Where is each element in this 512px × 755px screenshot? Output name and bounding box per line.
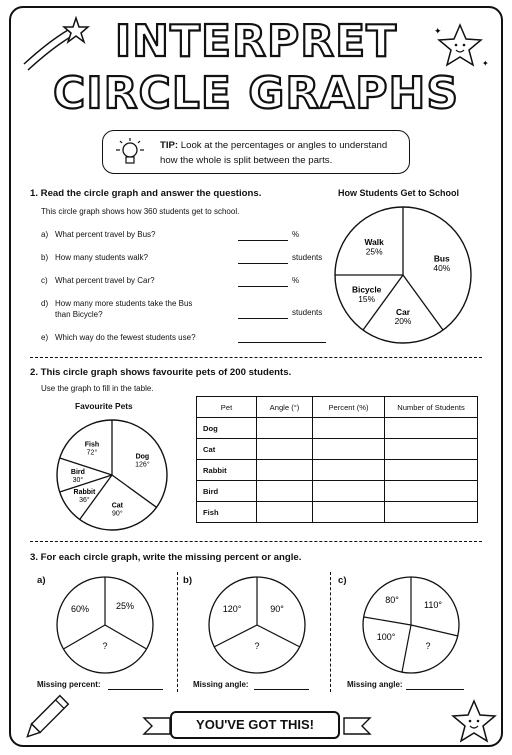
q1e-answer-line[interactable]	[238, 342, 326, 343]
answer-cell[interactable]	[313, 502, 385, 523]
pets-table	[196, 396, 478, 523]
answer-cell[interactable]	[257, 418, 313, 439]
table-row	[197, 481, 478, 502]
q1b-text: How many students walk?	[55, 253, 148, 262]
q3c-letter: c)	[338, 575, 347, 586]
row-label: Dog	[197, 418, 257, 439]
q1d-answer-line[interactable]	[238, 318, 288, 319]
answer-cell[interactable]	[313, 460, 385, 481]
answer-cell[interactable]	[257, 502, 313, 523]
pie-slice-value: 36°	[79, 497, 90, 505]
answer-cell[interactable]	[385, 439, 478, 460]
answer-cell[interactable]	[313, 481, 385, 502]
answer-cell[interactable]	[313, 439, 385, 460]
row-label: Rabbit	[197, 460, 257, 481]
table-row	[197, 502, 478, 523]
q1c-text: What percent travel by Car?	[55, 276, 155, 285]
answer-cell[interactable]	[385, 502, 478, 523]
slice-label: ?	[254, 641, 260, 651]
q2-intro: Use the graph to fill in the table.	[41, 384, 154, 393]
table-row	[197, 439, 478, 460]
q1c-answer-line[interactable]	[238, 286, 288, 287]
pie-slice-name: Walk	[364, 237, 384, 248]
smiling-star-icon	[448, 698, 500, 748]
table-header: Angle (°)	[257, 397, 313, 418]
answer-cell[interactable]	[257, 460, 313, 481]
slice-label: 100°	[376, 632, 396, 642]
q3b-answer-label: Missing angle:	[193, 680, 249, 689]
pie-slice-value: 25%	[365, 246, 383, 257]
answer-cell[interactable]	[257, 439, 313, 460]
q3c-answer-line[interactable]	[406, 689, 464, 690]
q2-heading: 2. This circle graph shows favourite pets of 200 students.	[30, 367, 292, 378]
slice-label: 110°	[424, 600, 442, 610]
pie-slice-name: Bird	[70, 469, 85, 476]
tip-text	[160, 138, 405, 168]
title-line-1: INTERPRET	[114, 16, 398, 67]
pie-slice-value: 72°	[86, 449, 98, 457]
q1a-letter: a)	[41, 230, 49, 239]
q1e-text: Which way do the fewest students use?	[55, 333, 196, 342]
pie-chart-pets	[50, 416, 174, 534]
encouragement-banner: YOU'VE GOT THIS!	[170, 711, 340, 739]
slice-label: 80°	[385, 595, 399, 605]
answer-cell[interactable]	[385, 460, 478, 481]
q2-chart-title: Favourite Pets	[75, 401, 133, 411]
tip-body: Look at the percentages or angles to understand how the whole is split between the parts.	[160, 140, 388, 166]
svg-text:✦: ✦	[482, 59, 489, 68]
pie-chart-b	[204, 572, 310, 678]
pie-slice-value: 90°	[112, 510, 123, 518]
pie-slice-value: 15%	[358, 293, 376, 304]
pie-chart-school	[330, 202, 476, 348]
q3a-answer-line[interactable]	[108, 689, 163, 690]
pie-slice-value: 30°	[72, 477, 84, 484]
pie-slice-name: Cat	[111, 502, 123, 510]
q3a-answer-label: Missing percent:	[37, 680, 101, 689]
answer-cell[interactable]	[313, 418, 385, 439]
q1c-unit: %	[292, 276, 300, 285]
q1-chart-title: How Students Get to School	[338, 188, 459, 198]
pie-slice-value: 40%	[433, 262, 451, 273]
q1d-text-1: How many more students take the Bus	[55, 299, 193, 308]
section-divider-1	[30, 357, 482, 358]
pie-slice-name: Dog	[135, 453, 150, 461]
pie-slice-value: 20%	[394, 316, 412, 327]
pie-chart-c	[358, 572, 464, 678]
pie-slice-name: Car	[396, 306, 410, 317]
slice-label: 90°	[270, 604, 284, 614]
q1d-unit: students	[292, 308, 323, 317]
q1-heading: 1. Read the circle graph and answer the questions.	[30, 188, 262, 199]
section-divider-2	[30, 541, 482, 542]
slice-label: ?	[102, 641, 108, 651]
q3b-letter: b)	[183, 575, 193, 586]
q3-heading: 3. For each circle graph, write the missing percent or angle.	[30, 552, 302, 563]
q1b-unit: students	[292, 253, 323, 262]
slice-label: 60%	[70, 604, 90, 614]
q1a-unit: %	[292, 230, 300, 239]
row-label: Bird	[197, 481, 257, 502]
q1a-answer-line[interactable]	[238, 240, 288, 241]
row-label: Fish	[197, 502, 257, 523]
title-line-2: CIRCLE GRAPHS	[52, 68, 460, 119]
answer-cell[interactable]	[385, 418, 478, 439]
pie-slice-value: 126°	[135, 461, 150, 469]
pie-slice-name: Bicycle	[351, 284, 382, 295]
q3a-letter: a)	[37, 575, 46, 586]
table-header: Percent (%)	[313, 397, 385, 418]
lightbulb-icon	[112, 138, 148, 168]
pie-slice-name: Bus	[433, 253, 450, 264]
slice-label: 25%	[115, 601, 135, 611]
pie-chart-a	[52, 572, 158, 678]
answer-cell[interactable]	[385, 481, 478, 502]
q1-intro: This circle graph shows how 360 students get to school.	[41, 207, 240, 216]
q1a-text: What percent travel by Bus?	[55, 230, 156, 239]
tip-label: TIP:	[160, 140, 179, 151]
svg-text:✦: ✦	[434, 26, 442, 36]
q1e-letter: e)	[41, 333, 49, 342]
row-label: Cat	[197, 439, 257, 460]
part-divider	[330, 572, 331, 692]
q3c-answer-label: Missing angle:	[347, 680, 403, 689]
pie-slice-name: Rabbit	[73, 489, 96, 497]
table-header: Number of Students	[385, 397, 478, 418]
q3b-answer-line[interactable]	[254, 689, 309, 690]
table-row	[197, 418, 478, 439]
slice-label: 120°	[222, 604, 242, 614]
pie-slice-name: Fish	[84, 441, 100, 449]
part-divider	[177, 572, 178, 692]
slice-label: ?	[425, 641, 431, 651]
table-header-row	[197, 397, 478, 418]
q1b-answer-line[interactable]	[238, 263, 288, 264]
table-row	[197, 460, 478, 481]
answer-cell[interactable]	[257, 481, 313, 502]
q1c-letter: c)	[41, 276, 48, 285]
q1b-letter: b)	[41, 253, 49, 262]
q1d-text-2: than Bicycle?	[55, 310, 103, 319]
q1d-letter: d)	[41, 299, 49, 308]
pencil-icon	[14, 688, 76, 750]
table-header: Pet	[197, 397, 257, 418]
